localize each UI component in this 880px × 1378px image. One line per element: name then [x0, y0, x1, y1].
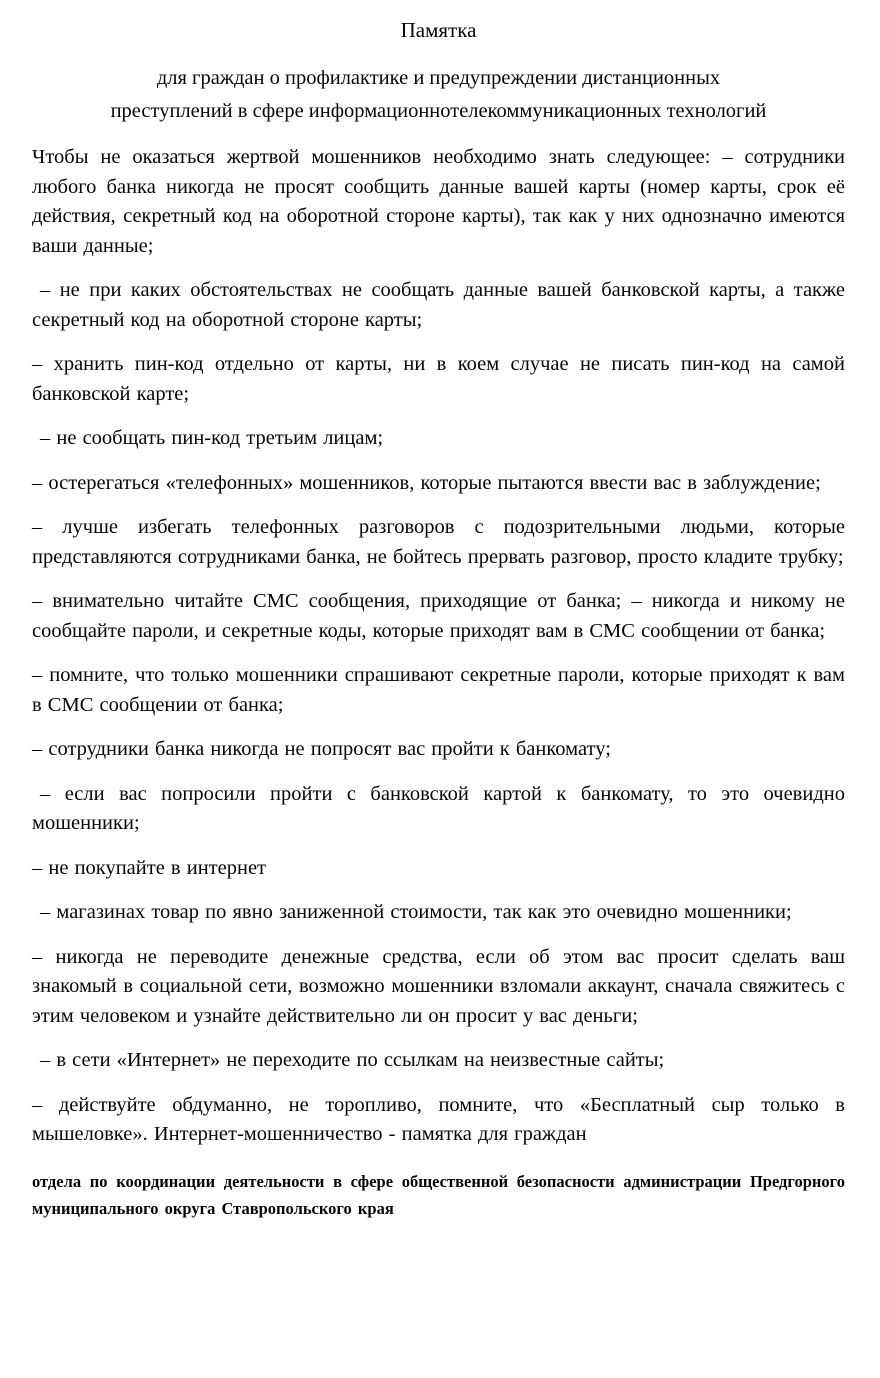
- document-title: Памятка: [400, 18, 477, 42]
- paragraph: – внимательно читайте СМС сообщения, приходящие от банка; – никогда и никому не сообщайте пароли, и секретные коды, которые приходят вам в СМС сообщении от банка;: [32, 590, 845, 642]
- paragraph: – лучше избегать телефонных разговоров с подозрительными людьми, которые представляются сотрудниками банка, не бойтесь прервать разговор, просто кладите трубку;: [32, 516, 845, 568]
- paragraph: – в сети «Интернет» не переходите по ссылкам на неизвестные сайты;: [40, 1049, 665, 1071]
- paragraph: Чтобы не оказаться жертвой мошенников необходимо знать следующее: – сотрудники любого банка никогда не просят сообщить данные вашей карты (номер карты, срок её действия, секретный код на оборотной стороне карты), так как у них однозначно имеются ваши данные;: [32, 146, 845, 257]
- paragraph: – не сообщать пин-код третьим лицам;: [40, 427, 384, 449]
- paragraph: – если вас попросили пройти с банковской картой к банкомату, то это очевидно мошенники;: [32, 782, 845, 834]
- paragraph: – никогда не переводите денежные средства, если об этом вас просит сделать ваш знакомый в социальной сети, возможно мошенники взломали аккаунт, сначала свяжитесь с этим человеком и узнайте действительно ли он просит у вас деньги;: [32, 945, 845, 1027]
- document-subtitle: [32, 62, 845, 128]
- paragraph: – действуйте обдуманно, не торопливо, помните, что «Бесплатный сыр только в мышеловке». Интернет-мошенничество - памятка для граждан: [32, 1093, 845, 1145]
- document-body: [32, 143, 845, 1150]
- paragraph: – не покупайте в интернет: [32, 856, 267, 879]
- document-subtitle-line: преступлений в сфере информационнотелекоммуникационных технологий: [110, 100, 767, 122]
- document-footer: отдела по координации деятельности в сфере общественной безопасности администрации Предгорного муниципального округа Ставропольского края: [32, 1171, 845, 1218]
- paragraph: – не при каких обстоятельствах не сообщать данные вашей банковской карты, а также секретный код на оборотной стороне карты;: [32, 279, 845, 331]
- paragraph: – хранить пин-код отдельно от карты, ни в коем случае не писать пин-код на самой банковской карте;: [32, 353, 845, 405]
- paragraph: – сотрудники банка никогда не попросят вас пройти к банкомату;: [32, 738, 611, 760]
- paragraph: – помните, что только мошенники спрашивают секретные пароли, которые приходят к вам в СМС сообщении от банка;: [32, 664, 845, 716]
- paragraph: – остерегаться «телефонных» мошенников, которые пытаются ввести вас в заблуждение;: [32, 471, 821, 494]
- document-subtitle-line: для граждан о профилактике и предупреждении дистанционных: [156, 67, 721, 89]
- paragraph: – магазинах товар по явно заниженной стоимости, так как это очевидно мошенники;: [40, 901, 792, 923]
